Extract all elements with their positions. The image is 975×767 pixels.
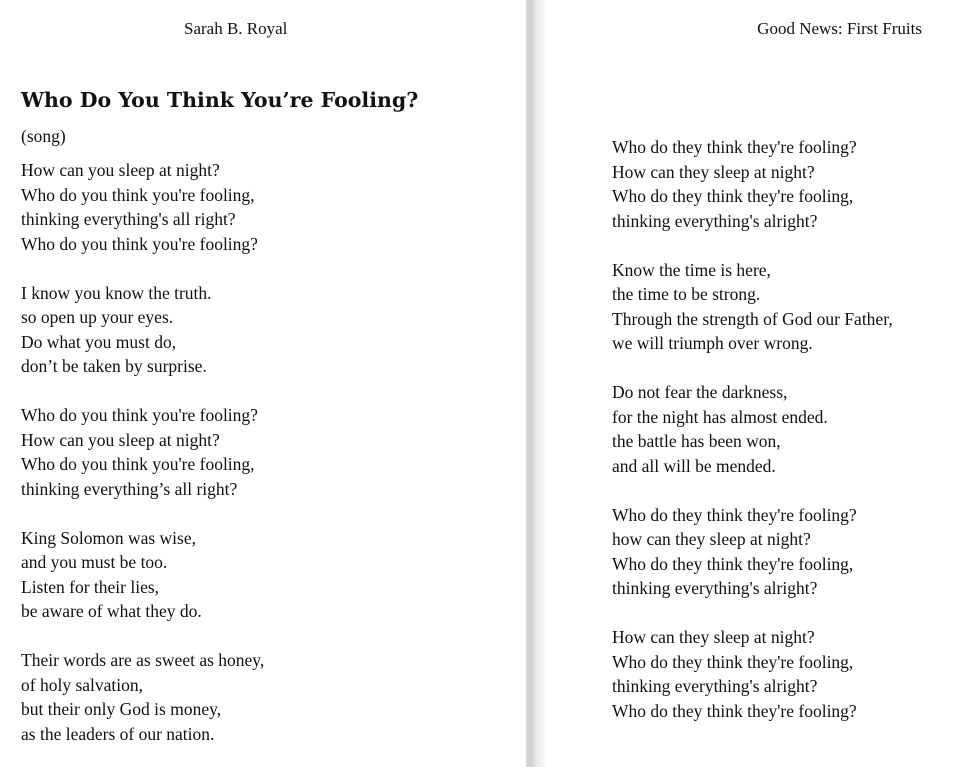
left-stanzas xyxy=(21,158,264,767)
stanza xyxy=(21,403,264,501)
poem-line: Their words are as sweet as honey, xyxy=(21,650,265,670)
poem-line: Who do they think they're fooling? xyxy=(612,700,857,721)
poem-line: How can they sleep at night? xyxy=(612,627,815,647)
poem-line: King Solomon was wise, xyxy=(21,527,196,548)
stanza xyxy=(21,648,264,746)
poem-line: for the night has almost ended. xyxy=(612,406,828,427)
poem-line: don’t be taken by surprise. xyxy=(21,356,207,376)
poem-line: Do not fear the darkness, xyxy=(612,382,788,402)
poem-line: but their only God is money, xyxy=(21,699,222,719)
poem-line: How can you sleep at night? xyxy=(21,160,220,180)
stanza xyxy=(21,281,264,379)
poem-line: How can they sleep at night? xyxy=(612,161,815,182)
poem-line: the battle has been won, xyxy=(612,431,781,451)
poem-line: Do what you must do, xyxy=(21,331,177,352)
right-page xyxy=(545,0,975,767)
poem-line: thinking everything's alright? xyxy=(612,578,818,598)
poem-line: so open up your eyes. xyxy=(21,307,174,327)
poem-line: we will triumph over wrong. xyxy=(612,333,813,353)
poem-line: Who do they think they're fooling, xyxy=(612,553,854,574)
poem-line: be aware of what they do. xyxy=(21,601,202,621)
poem-line: as the leaders of our nation. xyxy=(21,723,215,744)
poem-line: of holy salvation, xyxy=(21,674,143,695)
poem-line: Who do you think you're fooling? xyxy=(21,233,258,254)
stanza xyxy=(612,258,893,356)
poem-line: Who do you think you're fooling? xyxy=(21,405,258,425)
poem-line: how can they sleep at night? xyxy=(612,529,811,549)
running-head-book-title: Good News: First Fruits xyxy=(757,19,922,38)
poem-line: thinking everything's alright? xyxy=(612,676,818,696)
poem-line: thinking everything’s all right? xyxy=(21,478,238,499)
stanza xyxy=(21,526,264,624)
poem-line: I know you know the truth. xyxy=(21,282,212,303)
poem-line: Who do they think they're fooling, xyxy=(612,651,854,672)
poem-line: Who do you think you're fooling, xyxy=(21,454,255,474)
right-stanzas xyxy=(612,135,893,748)
poem-subtitle: (song) xyxy=(21,126,66,146)
poem-line: and all will be mended. xyxy=(612,455,776,476)
poem-line: Who do they think they're fooling, xyxy=(612,186,854,206)
poem-line: thinking everything's alright? xyxy=(612,210,818,231)
running-head-author: Sarah B. Royal xyxy=(184,19,288,38)
stanza xyxy=(612,135,893,233)
poem-line: Know the time is here, xyxy=(612,259,771,280)
poem-line: Who do they think they're fooling? xyxy=(612,137,857,157)
stanza xyxy=(612,380,893,478)
poem-line: Through the strength of God our Father, xyxy=(612,308,893,329)
poem-line: thinking everything's all right? xyxy=(21,209,236,229)
poem-line: and you must be too. xyxy=(21,552,168,572)
poem-line: How can you sleep at night? xyxy=(21,429,220,450)
poem-title: Who Do You Think You’re Fooling? xyxy=(21,88,419,112)
poem-line: the time to be strong. xyxy=(612,284,761,304)
stanza xyxy=(612,503,893,601)
stanza xyxy=(21,158,264,256)
poem-line: Who do you think you're fooling, xyxy=(21,184,255,205)
poem-line: Listen for their lies, xyxy=(21,576,160,597)
poem-line: Who do they think they're fooling? xyxy=(612,504,857,525)
stanza xyxy=(612,625,893,723)
book-gutter xyxy=(526,0,545,767)
